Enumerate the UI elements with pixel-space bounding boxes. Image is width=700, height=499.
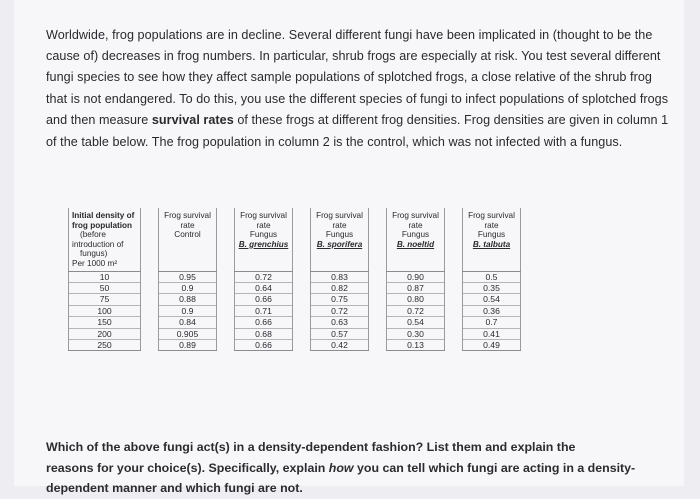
table-cell: 0.54	[463, 294, 521, 305]
intro-paragraph	[46, 25, 676, 153]
intro-text-b: of these frogs at different frog densities. Frog densities are given in column 1 of the table below. The frog population in column 2 is the control, which was not infected with a fungus.	[46, 113, 669, 149]
table-cell: 0.42	[311, 340, 369, 351]
header-control: Frog survival rate Control	[159, 208, 217, 271]
document-page	[14, 0, 684, 496]
table-cell: 0.89	[159, 340, 217, 351]
table-cell: 0.75	[311, 294, 369, 305]
table-cell: 0.64	[235, 282, 293, 293]
table-cell: 0.9	[159, 282, 217, 293]
table-cell: 0.84	[159, 317, 217, 328]
table-cell: 0.95	[159, 271, 217, 282]
table-row	[69, 328, 521, 339]
table-cell: 0.63	[311, 317, 369, 328]
table-cell: 0.7	[463, 317, 521, 328]
table-cell: 0.68	[235, 328, 293, 339]
table-row	[69, 317, 521, 328]
table-cell: 0.66	[235, 340, 293, 351]
header-talbuta: Frog survival rate Fungus B. talbuta	[463, 208, 521, 271]
table-row	[69, 340, 521, 351]
intro-bold-term: survival rates	[151, 113, 234, 128]
table-cell: 0.88	[159, 294, 217, 305]
table-cell: 0.83	[311, 271, 369, 282]
table-cell: 0.36	[463, 305, 521, 316]
table-cell: 0.13	[387, 340, 445, 351]
table-cell: 0.54	[387, 317, 445, 328]
table-cell: 250	[69, 340, 141, 351]
table-cell: 0.57	[311, 328, 369, 339]
table-row	[69, 282, 521, 293]
table-cell: 75	[69, 294, 141, 305]
table-cell: 150	[69, 317, 141, 328]
table-row	[69, 294, 521, 305]
question-line-2: reasons for your choice(s). Specifically, explain	[46, 460, 329, 475]
table-cell: 0.41	[463, 328, 521, 339]
table-cell: 0.5	[463, 271, 521, 282]
table-cell: 0.90	[387, 271, 445, 282]
survival-table	[68, 208, 521, 351]
table-cell: 100	[69, 305, 141, 316]
table-cell: 0.66	[235, 294, 293, 305]
table-cell: 0.49	[463, 340, 521, 351]
table-cell: 50	[69, 282, 141, 293]
table-cell: 0.35	[463, 282, 521, 293]
table-cell: 0.87	[387, 282, 445, 293]
table-cell: 0.72	[387, 305, 445, 316]
header-sporifera: Frog survival rate Fungus B. sporifera	[311, 208, 369, 271]
table-cell: 0.72	[311, 305, 369, 316]
table-cell: 0.30	[387, 328, 445, 339]
intro-text-a: Worldwide, frog populations are in decline. Several different fungi have been implicated in (thought to be the cause of) decreases in frog numbers. In particular, shrub frogs are especially at risk. You test several different fungi species to see how they affect sample populations of splotched frogs, a close relative of the shrub frog that is not endangered. To do this, you use the different species of fungi to infect populations of splotched frogs and then measure	[46, 27, 669, 128]
question-paragraph	[46, 437, 666, 498]
question-emphasis: how	[328, 460, 354, 475]
table-header-row	[69, 208, 521, 271]
table-cell: 0.66	[235, 317, 293, 328]
table-row	[69, 305, 521, 316]
table-cell: 0.80	[387, 294, 445, 305]
table-cell: 200	[69, 328, 141, 339]
header-density: Initial density of frog population (before introduction of fungus) Per 1000 m²	[69, 208, 141, 271]
table-row	[69, 271, 521, 282]
question-line-1: Which of the above fungi act(s) in a density-dependent fashion? List them and explain the	[46, 440, 576, 455]
table-cell: 0.82	[311, 282, 369, 293]
table-cell: 0.71	[235, 305, 293, 316]
table-cell: 0.72	[235, 271, 293, 282]
table-cell: 0.9	[159, 305, 217, 316]
header-grenchius: Frog survival rate Fungus B. grenchius	[235, 208, 293, 271]
table-cell: 10	[69, 271, 141, 282]
question-line-3: you can tell which fungi are acting in a density-dependent manner and which fungi are not.	[46, 460, 636, 496]
table-cell: 0.905	[159, 328, 217, 339]
header-noeltid: Frog survival rate Fungus B. noeltid	[387, 208, 445, 271]
